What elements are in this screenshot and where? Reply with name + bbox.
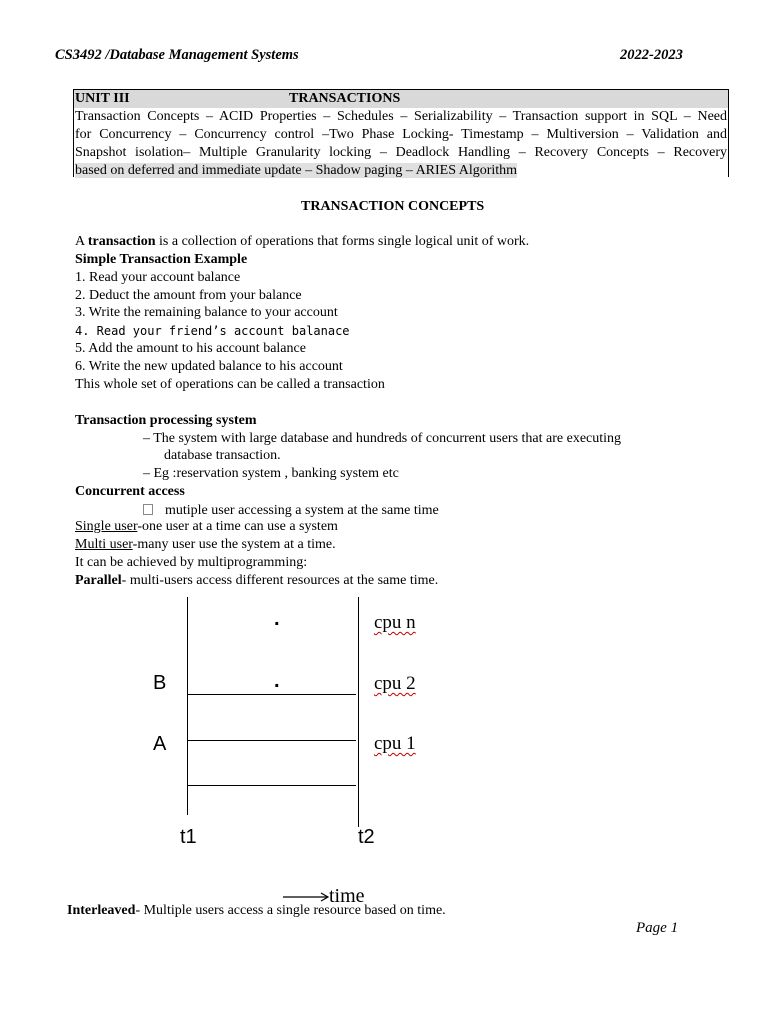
unit-title: TRANSACTIONS [212,90,728,108]
tps-heading: Transaction processing system [75,413,257,428]
example-conclusion: This whole set of operations can be called a transaction [75,377,385,392]
t2-axis-line [358,597,359,827]
cpu-1-label: cpu 1 [374,733,416,754]
example-step: 5. Add the amount to his account balance [75,341,306,356]
unit-topics-line: Transaction Concepts – ACID Properties – Schedules – Serializability – Transaction support in SQL – Need [75,109,727,124]
multi-user-line [75,536,336,554]
cpu-2-label: cpu 2 [374,673,416,694]
single-user-text: -one user at a time can use a system [137,519,338,534]
baseline-bar [187,785,356,786]
example-step: 3. Write the remaining balance to your account [75,305,338,320]
definition-text: is a collection of operations that forms single logical unit of work. [155,234,530,249]
tps-bullet-cont: database transaction. [164,448,281,463]
time-label: time [329,885,365,907]
definition-term: transaction [87,234,156,249]
academic-year: 2022-2023 [620,47,683,63]
t1-axis-line [187,597,188,815]
page-number: Page 1 [636,920,679,936]
multi-user-text: -many user use the system at a time. [132,537,336,552]
example-step: 4. Read your friend’s account balanace [75,324,350,338]
interleaved-text: - Multiple users access a single resource based on time. [135,903,446,918]
example-step: 1. Read your account balance [75,270,241,285]
tps-bullet: – Eg :reservation system , banking system etc [143,466,399,481]
definition-prefix: A [75,234,88,249]
parallel-term: Parallel [75,573,122,588]
bullet-box-icon [143,504,153,515]
tps-bullet: – The system with large database and hundreds of concurrent users that are executing [143,431,622,446]
unit-label: UNIT III [74,90,212,108]
cpu-n-label: cpu n [374,612,416,633]
parallel-text: - multi-users access different resources at the same time. [121,573,439,588]
single-user-line [75,518,338,536]
unit-topics-last-line: based on deferred and immediate update – Shadow paging – ARIES Algorithm [75,163,518,178]
transaction-definition [75,233,529,251]
t2-label: t2 [358,826,375,848]
unit-topics [74,108,728,180]
unit-topics-line: for Concurrency – Concurrency control –Two Phase Locking- Timestamp – Multiversion – Validation and [75,127,727,142]
time-arrow-icon [283,892,331,902]
example-heading: Simple Transaction Example [75,252,248,267]
ellipsis-dot: . [274,670,280,692]
multi-user-term: Multi user [75,537,133,552]
unit-syllabus-box [73,89,729,177]
concurrent-heading: Concurrent access [75,484,185,499]
interleaved-line [67,902,446,920]
multiprogramming-line: It can be achieved by multiprogramming: [75,555,308,570]
label-b: B [153,672,167,694]
label-a: A [153,733,167,755]
course-title: CS3492 /Database Management Systems [55,47,299,63]
single-user-term: Single user [75,519,138,534]
example-step: 6. Write the new updated balance to his account [75,359,343,374]
cpu-1-bar [187,740,356,741]
ellipsis-dot: . [274,608,280,630]
section-title: TRANSACTION CONCEPTS [301,199,485,214]
cpu-2-bar [187,694,356,695]
example-step: 2. Deduct the amount from your balance [75,288,302,303]
concurrent-bullet-text: mutiple user accessing a system at the same time [165,503,439,518]
t1-label: t1 [180,826,197,848]
parallel-line [75,572,438,590]
interleaved-term: Interleaved [67,903,136,918]
unit-topics-line [75,162,727,180]
unit-topics-line: Snapshot isolation– Multiple Granularity locking – Deadlock Handling – Recovery Concepts – Recovery [75,145,727,160]
